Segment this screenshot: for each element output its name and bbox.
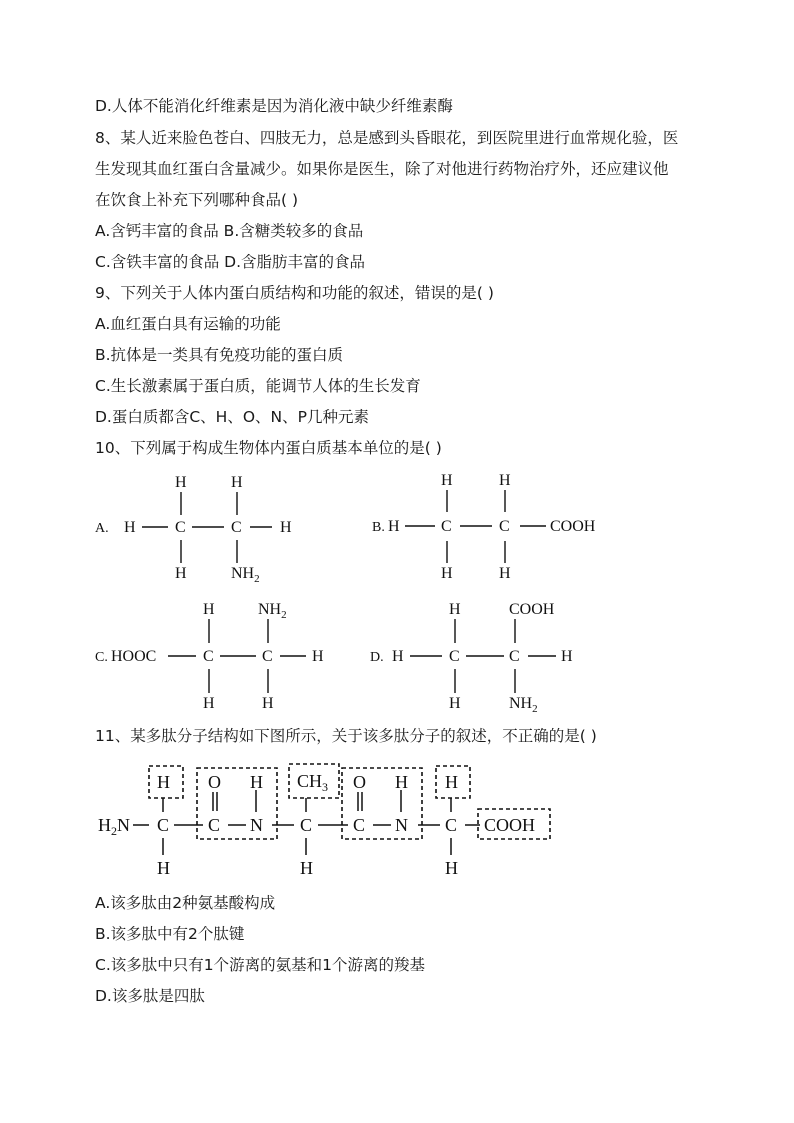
- q10-c-atom: H: [262, 695, 274, 712]
- q11-atom: C: [300, 815, 313, 835]
- q8-stem-line-1: 8、某人近来脸色苍白、四肢无力，总是感到头昏眼花，到医院里进行血常规化验，医: [95, 129, 679, 147]
- q10-b-atom: C: [441, 518, 452, 535]
- q11-atom: H: [157, 772, 170, 792]
- q10-b-group: COOH: [550, 518, 596, 535]
- q10-label-d: D.: [370, 650, 384, 665]
- q11-atom: H: [300, 858, 313, 878]
- q10-d-atom: H: [561, 648, 573, 665]
- q10-b-atom: H: [441, 565, 453, 582]
- q10-a-atom: C: [231, 519, 242, 536]
- q11-atom: N: [250, 815, 263, 835]
- q10-b-atom: H: [499, 565, 511, 582]
- q10-b-atom: H: [441, 472, 453, 489]
- q11-atom: C: [445, 815, 458, 835]
- q11-atom: O: [353, 772, 366, 792]
- q10-a-atom: H: [124, 519, 136, 536]
- q10-a-atom: H: [175, 474, 187, 491]
- q9-option-b: B.抗体是一类具有免疫功能的蛋白质: [95, 346, 344, 364]
- q11-option-d: D.该多肽是四肽: [95, 987, 205, 1005]
- q10-d-group: $NH_2$: [509, 695, 538, 715]
- q11-atom: H: [157, 858, 170, 878]
- q11-atom: C: [157, 815, 170, 835]
- q9-option-c: C.生长激素属于蛋白质，能调节人体的生长发育: [95, 377, 421, 395]
- q10-d-atom: C: [449, 648, 460, 665]
- q11-amino-group: $H_2N$: [98, 815, 130, 838]
- q10-d-atom: C: [509, 648, 520, 665]
- q11-option-c: C.该多肽中只有1个游离的氨基和1个游离的羧基: [95, 956, 425, 974]
- q11-atom: N: [395, 815, 408, 835]
- q10-label-a: A.: [95, 521, 109, 536]
- q10-d-atom: H: [392, 648, 404, 665]
- q8-options-cd: C.含铁丰富的食品 D.含脂肪丰富的食品: [95, 253, 366, 271]
- q11-stem: 11、某多肽分子结构如下图所示，关于该多肽分子的叙述，不正确的是( ): [95, 727, 597, 745]
- q11-atom: H: [445, 858, 458, 878]
- q11-atom: C: [208, 815, 221, 835]
- q10-c-group: $NH_2$: [258, 601, 287, 621]
- q10-c-group: HOOC: [111, 648, 157, 665]
- q10-a-atom: H: [175, 565, 187, 582]
- q10-a-atom: H: [280, 519, 292, 536]
- q10-a-atom: C: [175, 519, 186, 536]
- q11-atom: H: [395, 772, 408, 792]
- q8-options-ab: A.含钙丰富的食品 B.含糖类较多的食品: [95, 222, 364, 240]
- q11-option-b: B.该多肽中有2个肽键: [95, 925, 245, 943]
- q11-option-a: A.该多肽由2种氨基酸构成: [95, 894, 276, 912]
- q11-atom: O: [208, 772, 221, 792]
- q10-d-atom: H: [449, 695, 461, 712]
- q8-stem-line-3: 在饮食上补充下列哪种食品( ): [95, 191, 299, 209]
- q11-methyl-group: $CH_3$: [297, 771, 329, 794]
- q10-c-atom: C: [203, 648, 214, 665]
- q10-c-atom: H: [312, 648, 324, 665]
- q9-option-a: A.血红蛋白具有运输的功能: [95, 315, 281, 333]
- q10-d-group: COOH: [509, 601, 555, 618]
- q11-carboxyl-group: COOH: [484, 815, 536, 835]
- q9-option-d: D.蛋白质都含C、H、O、N、P几种元素: [95, 408, 369, 426]
- q8-stem-line-2: 生发现其血红蛋白含量减少。如果你是医生，除了对他进行药物治疗外，还应建议他: [95, 160, 669, 178]
- q10-b-atom: H: [388, 518, 400, 535]
- q10-a-group: $NH_2$: [231, 565, 260, 585]
- q11-atom: H: [250, 772, 263, 792]
- q10-stem: 10、下列属于构成生物体内蛋白质基本单位的是( ): [95, 439, 442, 457]
- q10-a-atom: H: [231, 474, 243, 491]
- q10-label-b: B.: [372, 520, 385, 535]
- q10-label-c: C.: [95, 650, 108, 665]
- q10-d-atom: H: [449, 601, 461, 618]
- q10-b-atom: C: [499, 518, 510, 535]
- q7-option-d: D.人体不能消化纤维素是因为消化液中缺少纤维素酶: [95, 97, 453, 115]
- q10-c-atom: H: [203, 695, 215, 712]
- q10-b-atom: H: [499, 472, 511, 489]
- q10-c-atom: C: [262, 648, 273, 665]
- q10-c-atom: H: [203, 601, 215, 618]
- q11-atom: H: [445, 772, 458, 792]
- q11-atom: C: [353, 815, 366, 835]
- q9-stem: 9、下列关于人体内蛋白质结构和功能的叙述，错误的是( ): [95, 284, 494, 302]
